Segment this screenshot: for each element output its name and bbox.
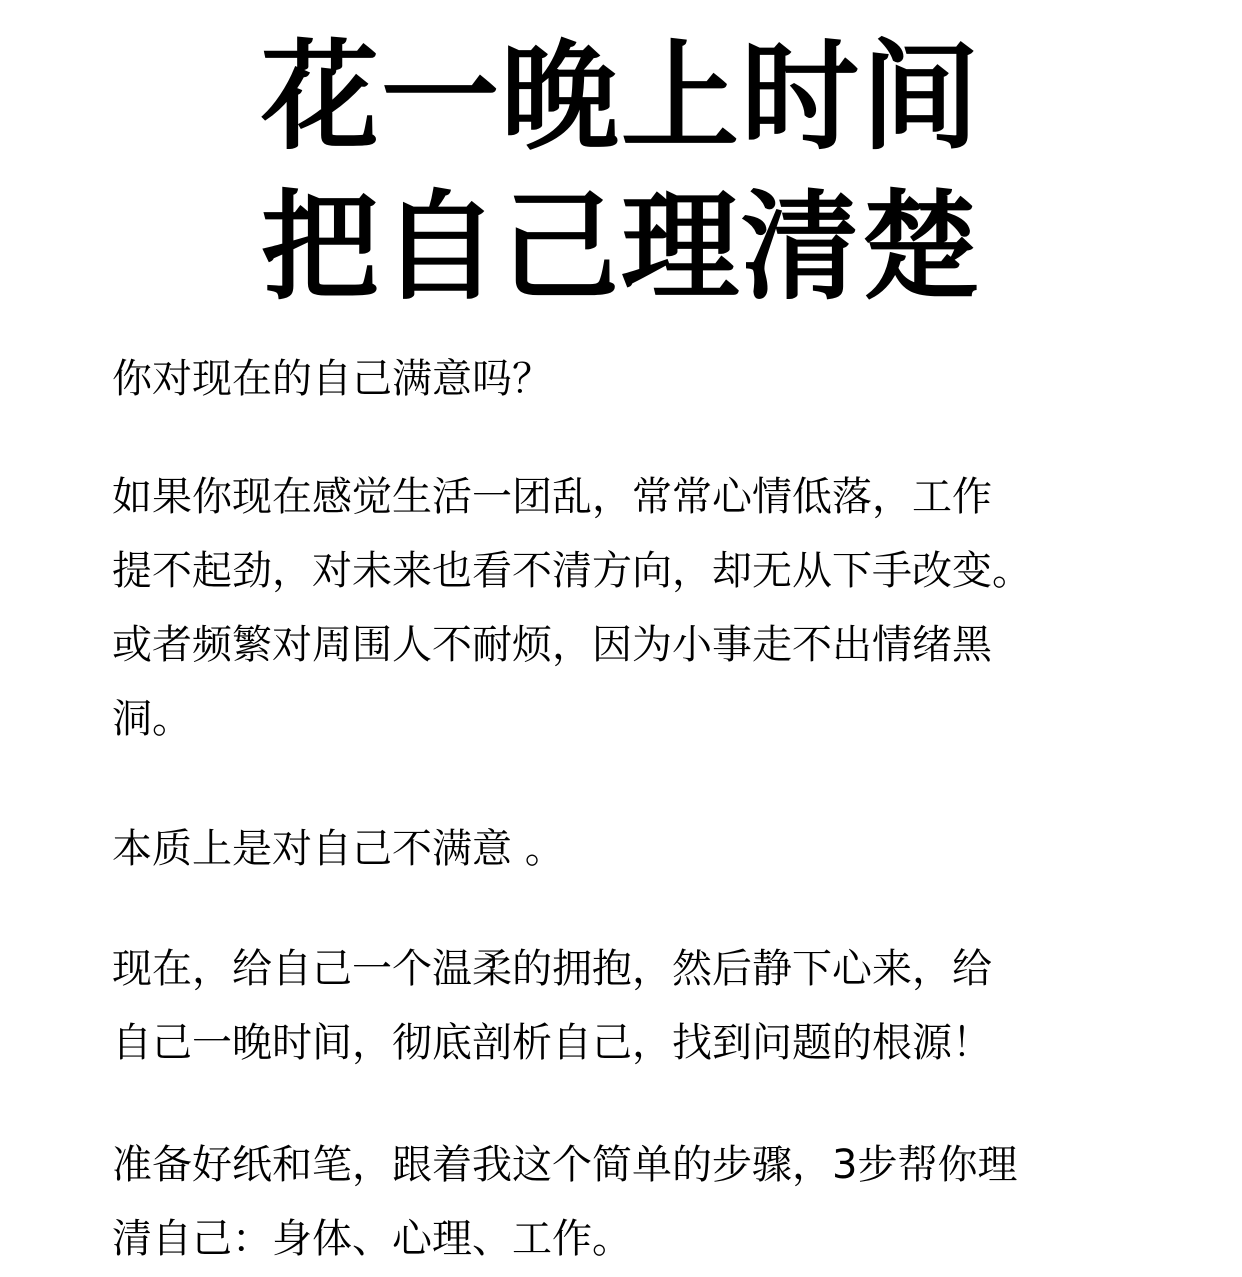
paragraph-steps [112,1128,1142,1276]
paragraph-line: 提不起劲，对未来也看不清方向，却无从下手改变。 [112,548,1032,594]
paragraph-line: 你对现在的自己满意吗？ [112,356,552,402]
paragraph-line: 如果你现在感觉生活一团乱，常常心情低落，工作 [112,474,992,520]
page-title [0,22,1242,322]
paragraph-line: 现在，给自己一个温柔的拥抱，然后静下心来，给 [112,946,992,992]
paragraph-question [112,342,1142,416]
paragraph-line: 清自己：身体、心理、工作。 [112,1216,632,1262]
title-line-1: 花一晚上时间 [260,28,981,166]
paragraph-line: 或者频繁对周围人不耐烦，因为小事走不出情绪黑 [112,622,992,668]
paragraph-now [112,932,1142,1080]
title-line-2: 把自己理清楚 [260,178,981,316]
paragraph-symptoms [112,460,1142,756]
paragraph-line: 洞。 [112,696,192,742]
paragraph-essence [112,812,1142,886]
paragraph-line: 自己一晚时间，彻底剖析自己，找到问题的根源！ [112,1020,992,1066]
paragraph-line: 准备好纸和笔，跟着我这个简单的步骤，3步帮你理 [112,1142,1018,1188]
paragraph-line: 本质上是对自己不满意 。 [112,826,565,872]
